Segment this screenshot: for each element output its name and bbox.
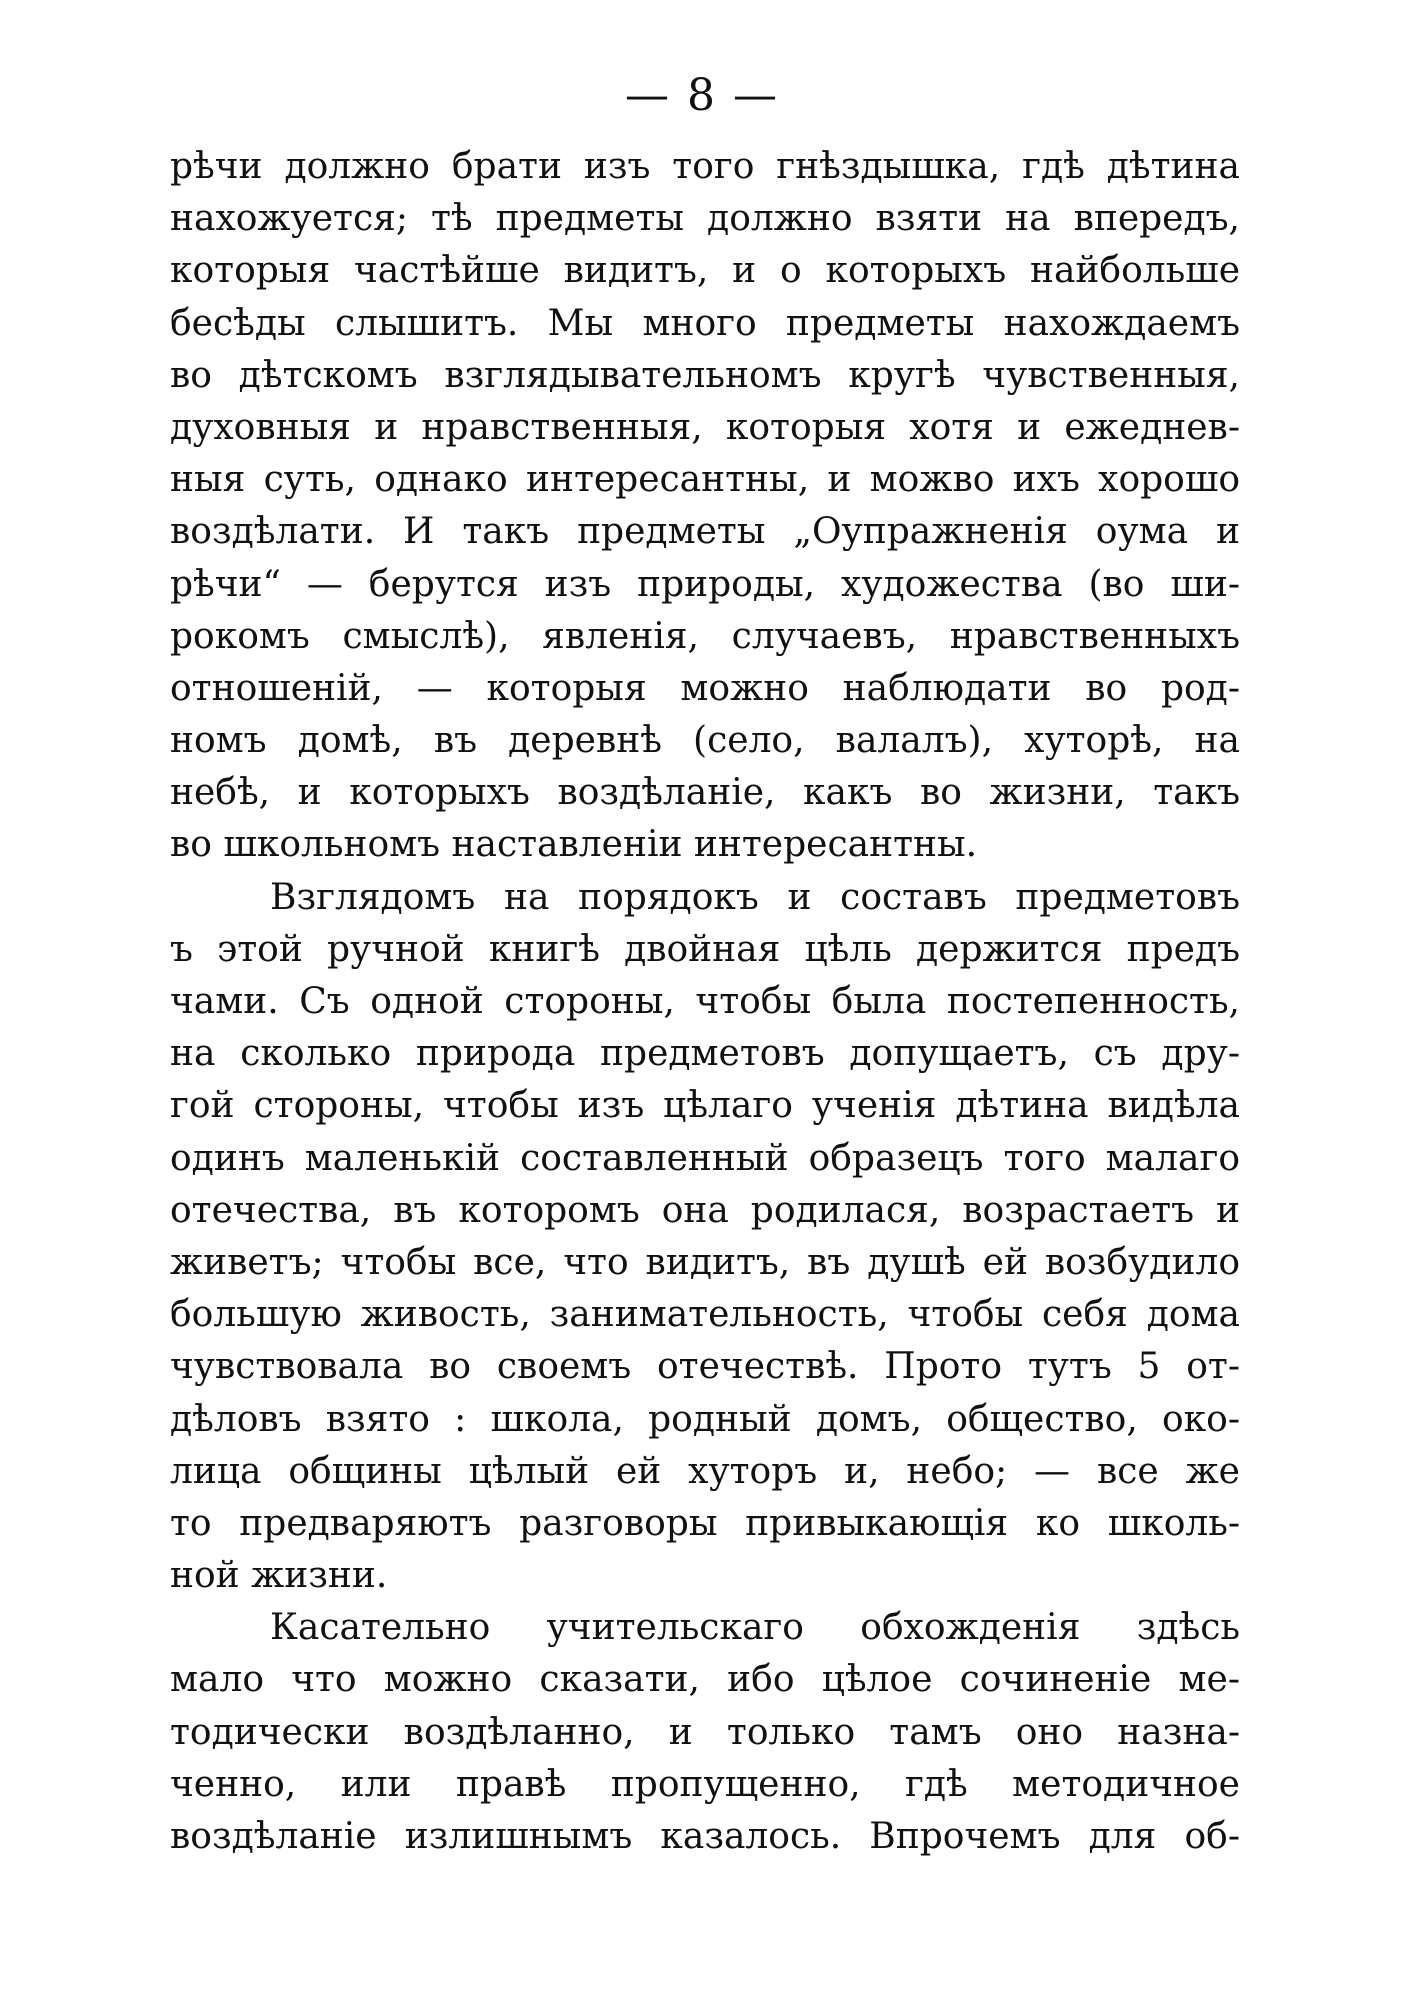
paragraph-first-line: Взглядомъ на порядокъ и составъ предметовъ	[270, 876, 1240, 918]
text-line: лица общины цѣлый ей хуторъ и, небо; — все же	[170, 1450, 1240, 1492]
text-line: во школьномъ наставленіи интересантны.	[170, 824, 978, 866]
text-line: номъ домѣ, въ деревнѣ (село, валалъ), хуторѣ, на	[170, 720, 1240, 762]
text-line: гой стороны, чтобы изъ цѣлаго ученія дѣтина видѣла	[170, 1085, 1240, 1127]
text-line: тодически воздѣланно, и только тамъ оно назна-	[170, 1711, 1240, 1753]
text-line: духовныя и нравственныя, которыя хотя и ежеднев-	[170, 406, 1240, 448]
text-line: ной жизни.	[170, 1555, 388, 1597]
text-line: воздѣлати. И такъ предметы „Оупражненія оума и	[170, 511, 1240, 553]
text-line: на сколько природа предметовъ допущаетъ, съ дру-	[170, 1033, 1240, 1075]
text-line: небѣ, и которыхъ воздѣланіе, какъ во жизни, такъ	[170, 772, 1240, 814]
text-line: чами. Съ одной стороны, чтобы была постепенность,	[170, 981, 1240, 1022]
text-line: которыя частѣйше видитъ, и о которыхъ найбольше	[170, 250, 1240, 292]
text-line: рѣчи должно брати изъ того гнѣздышка, гдѣ дѣтина	[170, 146, 1240, 187]
body-text	[170, 141, 1240, 1863]
text-line: во дѣтскомъ взглядывательномъ кругѣ чувственныя,	[170, 354, 1240, 396]
text-line: бесѣды слышитъ. Мы много предметы нахождаемъ	[170, 302, 1240, 344]
text-line: чувствовала во своемъ отечествѣ. Прото тутъ 5 от-	[170, 1346, 1240, 1388]
text-line: живетъ; чтобы все, что видитъ, въ душѣ ей возбудило	[170, 1241, 1240, 1283]
text-line: воздѣланіе излишнымъ казалось. Впрочемъ для об-	[170, 1816, 1240, 1857]
page-number: — 8 —	[625, 70, 779, 121]
text-line: ныя суть, однако интересантны, и можво ихъ хорошо	[170, 459, 1240, 501]
text-line: ченно, или правѣ пропущенно, гдѣ методичное	[170, 1763, 1240, 1805]
text-line: отношеній, — которыя можно наблюдати во род-	[170, 667, 1240, 709]
text-line: рѣчи“ — берутся изъ природы, художества (во ши-	[170, 563, 1240, 605]
text-line: дѣловъ взято : школа, родный домъ, общество, око-	[170, 1398, 1240, 1440]
paragraph-first-line: Касательно учительскаго обхожденія здѣсь	[270, 1607, 1240, 1649]
text-line: одинъ маленькій составленный образецъ того малаго	[170, 1137, 1240, 1179]
text-line: ъ этой ручной книгѣ двойная цѣль держится предъ	[170, 928, 1240, 970]
text-line: рокомъ смыслѣ), явленія, случаевъ, нравственныхъ	[170, 615, 1240, 657]
text-line: нахожуется; тѣ предметы должно взяти на впередъ,	[170, 198, 1240, 240]
text-line: то предваряютъ разговоры привыкающія ко школь-	[170, 1502, 1240, 1544]
text-line: большую живость, занимательность, чтобы себя дома	[170, 1294, 1240, 1336]
text-line: отечества, въ которомъ она родилася, возрастаетъ и	[170, 1189, 1240, 1231]
text-line: мало что можно сказати, ибо цѣлое сочиненіе ме-	[170, 1659, 1240, 1701]
